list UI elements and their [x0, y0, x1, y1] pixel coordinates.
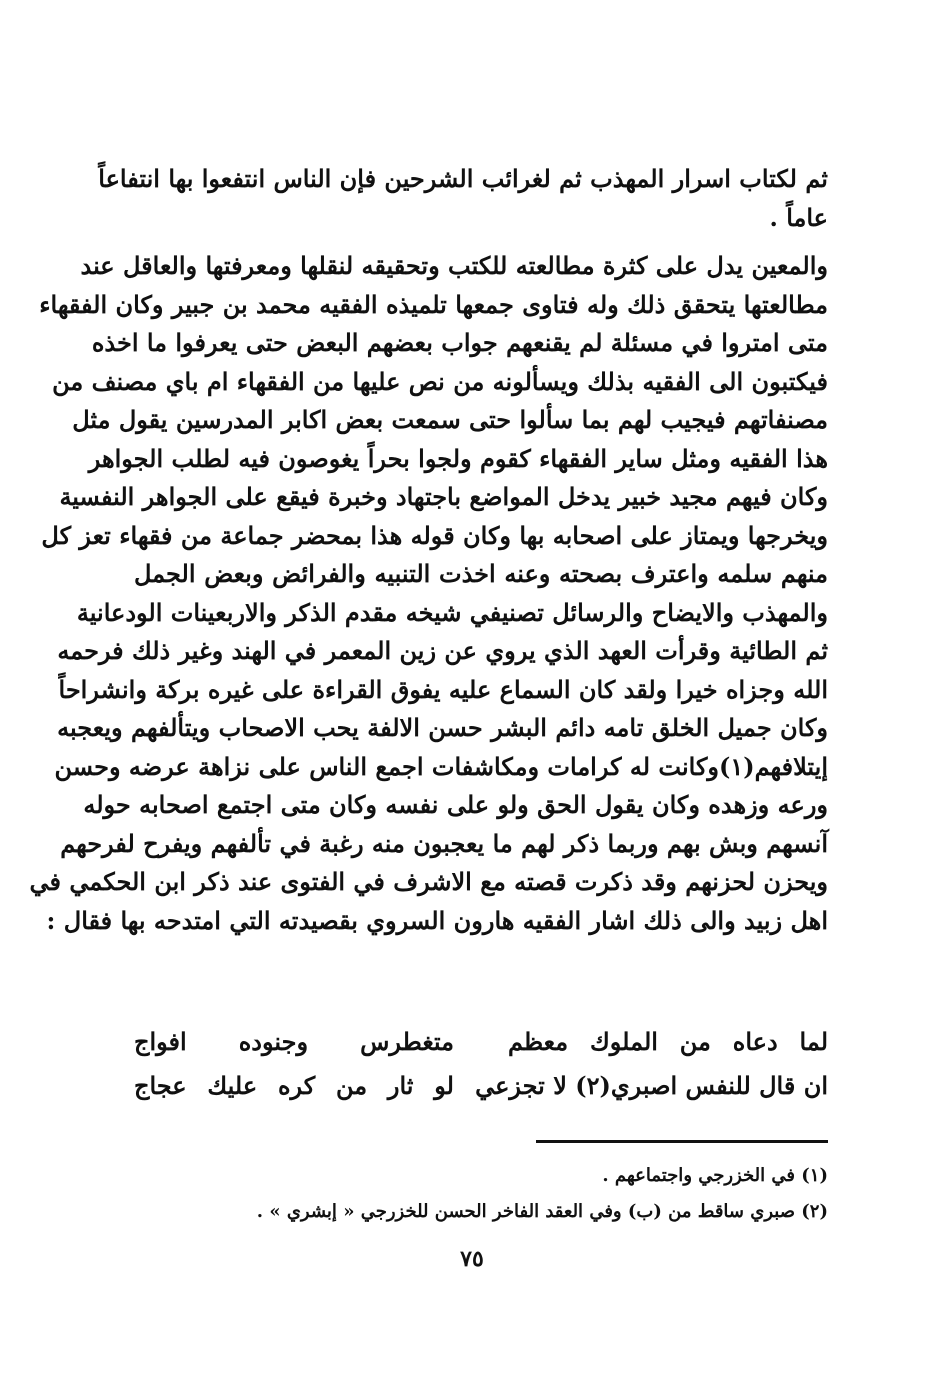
body-line: منهم سلمه واعترف بصحته وعنه اخذت التنبيه والفرائض وبعض الجمل	[134, 559, 828, 588]
footnote: (١) في الخزرجي واجتماعهم .	[602, 1165, 828, 1186]
body-line: عاماً .	[769, 202, 828, 232]
body-line: ثم الطائية وقرأت العهد الذي يروي عن زين المعمر في الهند وغير ذلك فرحمه	[57, 636, 828, 665]
body-line: فيكتبون الى الفقيه بذلك ويسألونه من نص عليها من الفقهاء ام باي مصنف من	[52, 366, 828, 396]
body-line: الله وجزاه خيرا ولقد كان السماع عليه يفوق القراءة على غيره بركة وانشراحاً	[58, 674, 828, 704]
body-line: وكان جميل الخلق تامه دائم البشر حسن الالفة يحب الاصحاب ويتألفهم ويعجبه	[57, 713, 828, 742]
body-line: والمهذب والايضاح والرسائل تصنيفي شيخه مقدم الذكر والاربعينات الودعانية	[76, 597, 828, 627]
poem-second-hemistich: لو ثار من كره عليك عجاج	[134, 1071, 454, 1100]
footnote: (٢) صبري ساقط من (ب) وفي العقد الفاخر الحسن للخزرجي « إبشري » .	[256, 1201, 828, 1222]
body-line: ويخرجها ويمتاز على اصحابه بها وكان قوله هذا بمحضر جماعة من فقهاء تعز كل	[41, 520, 828, 550]
body-line: ورعه وزهده وكان يقول الحق ولو على نفسه وكان متى اجتمع اصحابه حوله	[83, 790, 828, 819]
body-line: وكان فيهم مجيد خبير يدخل المواضع باجتهاد وخبرة فيقع على الجواهر النفسية	[59, 482, 828, 511]
body-line: اهل زبيد والى ذلك اشار الفقيه هارون السروي بقصيدته التي امتدحه بها فقال :	[46, 905, 828, 935]
body-text	[29, 160, 828, 940]
body-line: مطالعتها يتحقق ذلك وله فتاوى جمعها تلميذه الفقيه محمد بن جبير وكان الفقهاء	[39, 289, 828, 319]
body-line: مصنفاتهم فيجيب لهم بما سألوا حتى سمعت بعض اكابر المدرسين يقول مثل	[72, 405, 828, 434]
poem-first-hemistich: لما دعاه من الملوك معظم	[508, 1027, 828, 1056]
poem-second-hemistich: متغطرس وجنوده افواج	[134, 1027, 454, 1056]
poem-verse	[134, 1064, 828, 1108]
body-line: آنسهم وبش بهم وربما ذكر لهم ما يعجبون منه رغبة في تألفهم ويفرح لفرحهم	[60, 828, 828, 858]
footnotes	[134, 1158, 828, 1230]
body-line: إيتلافهم(١)وكانت له كرامات ومكاشفات اجمع الناس على نزاهة عرضه وحسن	[54, 751, 828, 781]
poem	[134, 1020, 828, 1108]
body-line: ويحزن لحزنهم وقد ذكرت قصته مع الاشرف في الفتوى عند ذكر ابن الحكمي في	[29, 867, 828, 896]
footnote-separator	[536, 1140, 828, 1143]
poem-first-hemistich: ان قال للنفس اصبري(٢) لا تجزعي	[475, 1071, 828, 1100]
body-line: والمعين يدل على كثرة مطالعته للكتب وتحقيقه لنقلها ومعرفتها والعاقل عند	[80, 251, 828, 280]
page-number: ٧٥	[460, 1246, 484, 1272]
body-line: ثم لكتاب اسرار المهذب ثم لغرائب الشرحين فإن الناس انتفعوا بها انتفاعاً	[98, 164, 828, 193]
body-line: متى امتروا في مسئلة لم يقنعهم جواب بعضهم البعض حتى يعرفوا ما اخذه	[91, 328, 828, 357]
body-line: هذا الفقيه ومثل ساير الفقهاء كقوم ولجوا بحراً يغوصون فيه لطلب الجواهر	[88, 443, 828, 473]
poem-verse	[134, 1020, 828, 1064]
